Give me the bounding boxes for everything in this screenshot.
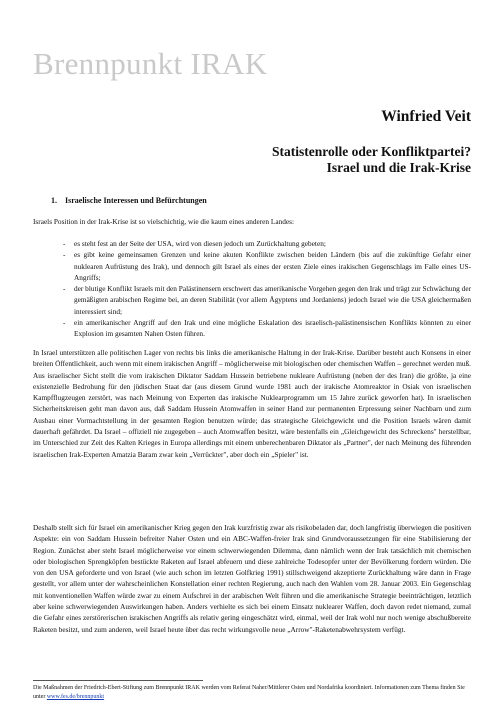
title-line-2: Israel und die Irak-Krise xyxy=(326,160,471,175)
title-line-1: Statistenrolle oder Konfliktpartei? xyxy=(272,144,471,159)
article-title xyxy=(272,144,471,176)
bullet-list xyxy=(74,238,471,340)
section-heading-text: Israelische Interessen und Befürchtungen xyxy=(65,196,207,205)
intro-paragraph: Israels Position in der Irak-Krise ist so vielschichtig, wie die kaum eines anderen Landes: xyxy=(33,217,294,226)
list-item: - es steht fest an der Seite der USA, wird von diesen jedoch um Zurückhaltung gebeten; xyxy=(74,238,471,249)
footnote-text: Die Maßnahmen der Friedrich-Ebert-Stiftung zum Brennpunkt IRAK werden vom Referat Naher/Mittlerer Osten und Nordafrika koordiniert. Informationen zum Thema finden Sie unter xyxy=(33,685,465,700)
body-paragraph: In Israel unterstützen alle politischen Lager von rechts bis links die amerikanische Haltung in der Irak-Krise. Darüber besteht auch Konsens in einer breiten Öffentlichkeit, auch wenn mit einem irakischen Angriff – möglicherweise mit biologischen oder chemischen Waffen – gerechnet werden muß. Aus israelischer Sicht stellt die vom irakischen Diktator Saddam Hussein betriebene nukleare Aufrüstung (neben der des Iran) die größte, ja eine existenzielle Bedrohung für den jüdischen Staat dar (aus diesem Grund wurde 1981 auch der irakische Atomreaktor in Osiak von israelischen Kampfflugzeugen zerstört, was nach Meinung von Experten das irakische Nuklearprogramm um 15 Jahre zurück geworfen hat). In israelischen Sicherheitskreisen geht man davon aus, daß Saddam Hussein Atomwaffen in seiner Hand zur permanenten Erpressung seiner Nachbarn und zum Ausbau einer Vormachtstellung in der gesamten Region benutzen würde; das strategische Gleichgewicht und die Position Israels wären damit dauerhaft gefährdet. Da Israel – offiziell nie zugegeben – auch Atomwaffen besitzt, wäre bestenfalls ein „Gleichgewicht des Schreckens" herstellbar, im Unterschied zur Zeit des Kalten Krieges in Europa allerdings mit einem unberechenbaren Diktator als „Partner", der nach Meinung des führenden israelischen Irak-Experten Amatzia Baram zwar kein „Verrückter", aber doch ein „Spieler" ist. xyxy=(33,348,471,459)
footnote xyxy=(33,684,471,702)
section-number: 1. xyxy=(51,196,57,205)
series-title: Brennpunkt IRAK xyxy=(33,46,268,81)
body-paragraph: Deshalb stellt sich für Israel ein amerikanischer Krieg gegen den Irak kurzfristig zwar als risikobeladen dar, doch langfristig überwiegen die positiven Aspekte: ein von Saddam Hussein befreiter Naher Osten und ein ABC-Waffen-freier Irak sind Grundvoraussetzungen für eine Stabilisierung der Region. Zunächst aber steht Israel möglicherweise vor einem schwerwiegenden Dilemma, dann nämlich wenn der Irak tatsächlich mit chemischen oder biologischen Sprengköpfen bestückte Raketen auf Israel abfeuern und diese zahlreiche Todesopfer unter der Bevölkerung fordern würden. Die von den USA geforderte und von Israel (wie auch schon im letzten Golfkrieg 1991) stillschweigend akzeptierte Zurückhaltung wäre dann in Frage gestellt, vor allem unter der wahrscheinlichen Konstellation einer rechten Regierung, auch nach den Wahlen vom 28. Januar 2003. Ein Gegenschlag mit konventionellen Waffen würde zwar zu einem Aufschrei in der arabischen Welt führen und die amerikanische Strategie beeinträchtigen, letztlich aber keine schwerwiegenden Auswirkungen haben. Anders verhielte es sich bei einem Einsatz nuklearer Waffen, doch davon redet niemand, zumal die Gefahr eines zerstörerischen israkischen Angriffs als relativ gering eingeschätzt wird, einmal, weil der Irak wohl nur noch wenige abschußbereite Raketen besitzt, und zum anderen, weil Israel heute über das recht wirkungsvolle neue „Arrow"-Raketenabwehrsystem verfügt. xyxy=(33,523,471,634)
author-name: Winfried Veit xyxy=(381,108,471,125)
footnote-divider xyxy=(33,680,203,681)
list-item: - ein amerikanischer Angriff auf den Irak und eine mögliche Eskalation des israelisch-palästinensischen Konflikts könnten zu einer Explosion im gesamten Nahen Osten führen. xyxy=(74,317,471,340)
list-item: - es gibt keine gemeinsamen Grenzen und keine akuten Konflikte zwischen beiden Ländern (bis auf die zukünftige Gefahr einer nuklearen Aufrüstung des Irak), und dennoch gilt Israel als eines der ersten Ziele eines irakischen Gegenschlags im Falle eines US-Angriffs; xyxy=(74,249,471,283)
footnote-link[interactable]: www.fes.de/brennpunkt xyxy=(46,694,105,700)
section-heading xyxy=(51,196,207,205)
list-item: - der blutige Konflikt Israels mit den Palästinensern erschwert das amerikanische Vorgehen gegen den Irak und trägt zur Schwächung der gemäßigten arabischen Regime bei, an deren Stabilität (vor allem Ägyptens und Jordaniens) jedoch Israel wie die USA gleichermaßen interessiert sind; xyxy=(74,283,471,317)
